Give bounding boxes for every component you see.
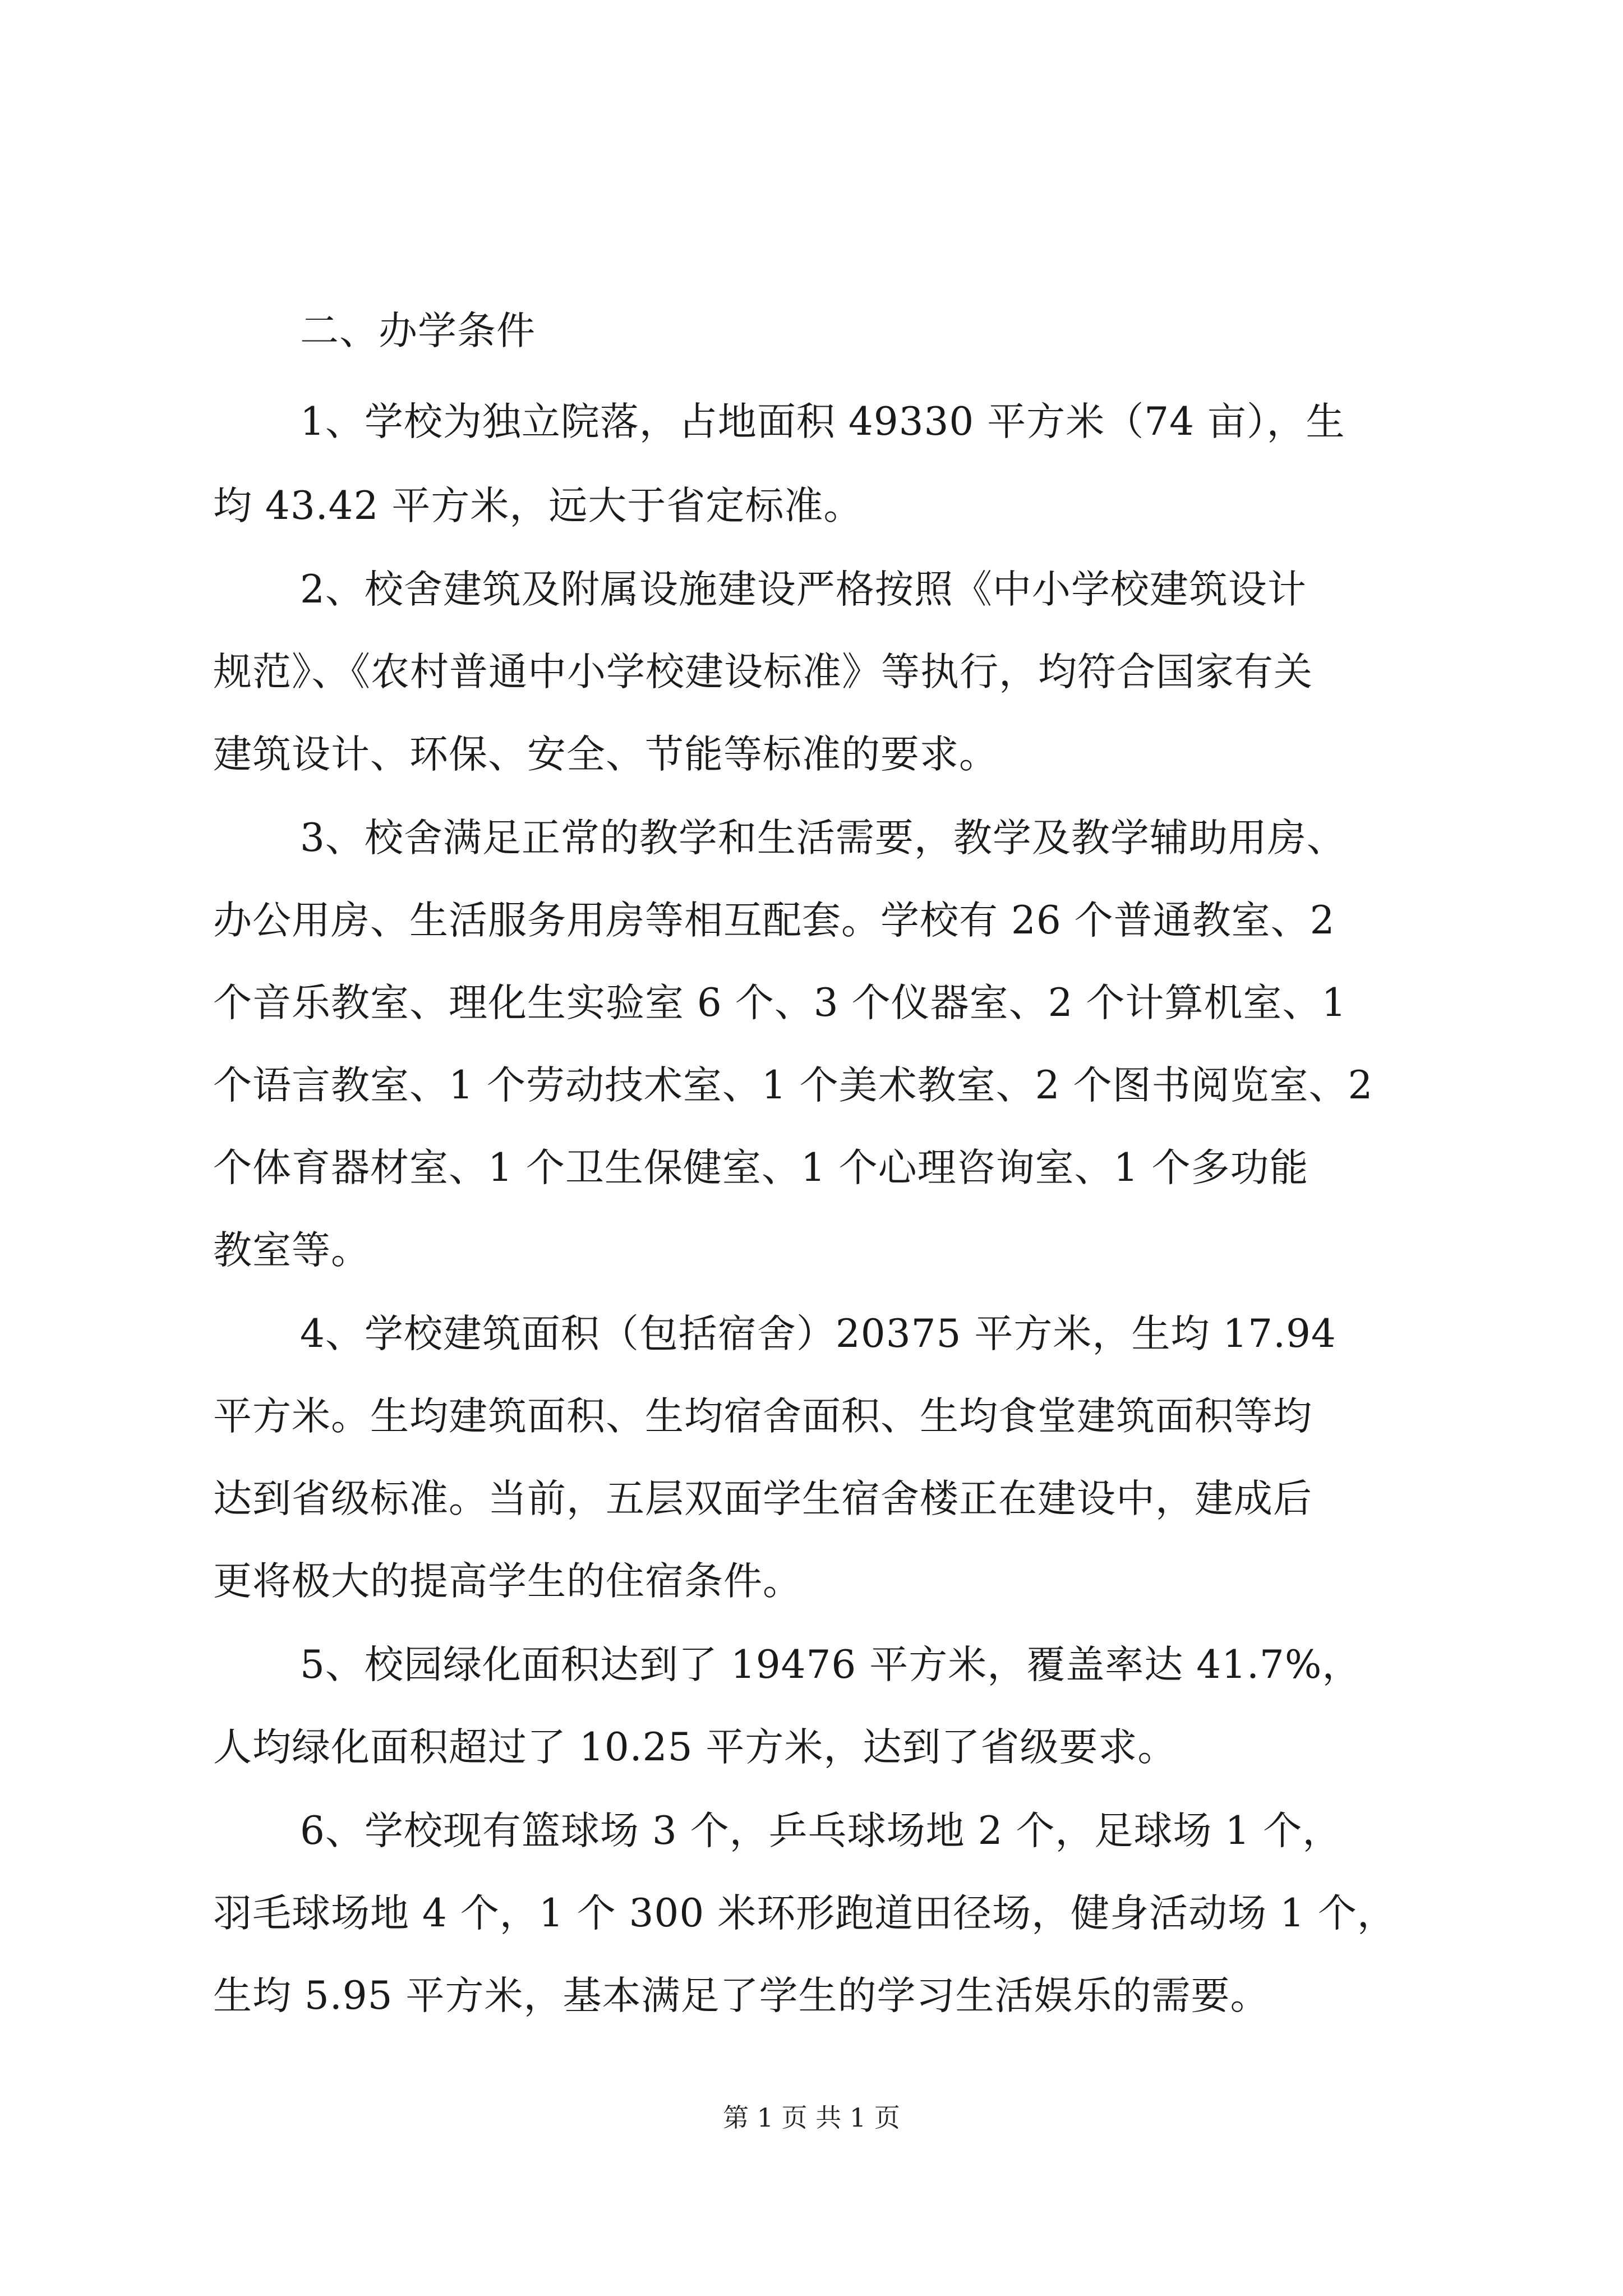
section-heading: 二、办学条件 bbox=[300, 309, 536, 353]
paragraph-6-line-1: 6、学校现有篮球场 3 个，乒乓球场地 2 个，足球场 1 个， bbox=[300, 1809, 1342, 1853]
paragraph-5-line-2: 人均绿化面积超过了 10.25 平方米，达到了省级要求。 bbox=[213, 1725, 1177, 1770]
paragraph-4-line-4: 更将极大的提高学生的住宿条件。 bbox=[213, 1559, 802, 1604]
paragraph-3-line-4: 个语言教室、1 个劳动技术室、1 个美术教室、2 个图书阅览室、2 bbox=[213, 1063, 1373, 1108]
paragraph-6-line-2: 羽毛球场地 4 个，1 个 300 米环形跑道田径场，健身活动场 1 个， bbox=[213, 1891, 1396, 1936]
paragraph-2-line-1: 2、校舍建筑及附属设施建设严格按照《中小学校建筑设计 bbox=[300, 567, 1307, 612]
paragraph-2-line-2: 规范》、《农村普通中小学校建设标准》等执行，均符合国家有关 bbox=[213, 650, 1313, 694]
paragraph-3-line-6: 教室等。 bbox=[213, 1228, 370, 1273]
paragraph-3-line-1: 3、校舍满足正常的教学和生活需要，教学及教学辅助用房、 bbox=[300, 816, 1346, 861]
paragraph-3-line-5: 个体育器材室、1 个卫生保健室、1 个心理咨询室、1 个多功能 bbox=[213, 1145, 1309, 1190]
paragraph-3-line-2: 办公用房、生活服务用房等相互配套。学校有 26 个普通教室、2 bbox=[213, 898, 1335, 943]
paragraph-4-line-1: 4、学校建筑面积（包括宿舍）20375 平方米，生均 17.94 bbox=[300, 1312, 1336, 1356]
paragraph-1-line-2: 均 43.42 平方米，远大于省定标准。 bbox=[213, 484, 863, 528]
paragraph-1-line-1: 1、学校为独立院落，占地面积 49330 平方米（74 亩），生 bbox=[300, 399, 1345, 444]
paragraph-6-line-3: 生均 5.95 平方米，基本满足了学生的学习生活娱乐的需要。 bbox=[213, 1973, 1270, 2018]
paragraph-4-line-3: 达到省级标准。当前，五层双面学生宿舍楼正在建设中，建成后 bbox=[213, 1476, 1312, 1521]
paragraph-3-line-3: 个音乐教室、理化生实验室 6 个、3 个仪器室、2 个计算机室、1 bbox=[213, 981, 1347, 1025]
paragraph-4-line-2: 平方米。生均建筑面积、生均宿舍面积、生均食堂建筑面积等均 bbox=[213, 1394, 1312, 1439]
paragraph-5-line-1: 5、校园绿化面积达到了 19476 平方米，覆盖率达 41.7%， bbox=[300, 1642, 1362, 1687]
page-footer: 第 1 页 共 1 页 bbox=[723, 2102, 900, 2133]
paragraph-2-line-3: 建筑设计、环保、安全、节能等标准的要求。 bbox=[213, 732, 998, 777]
